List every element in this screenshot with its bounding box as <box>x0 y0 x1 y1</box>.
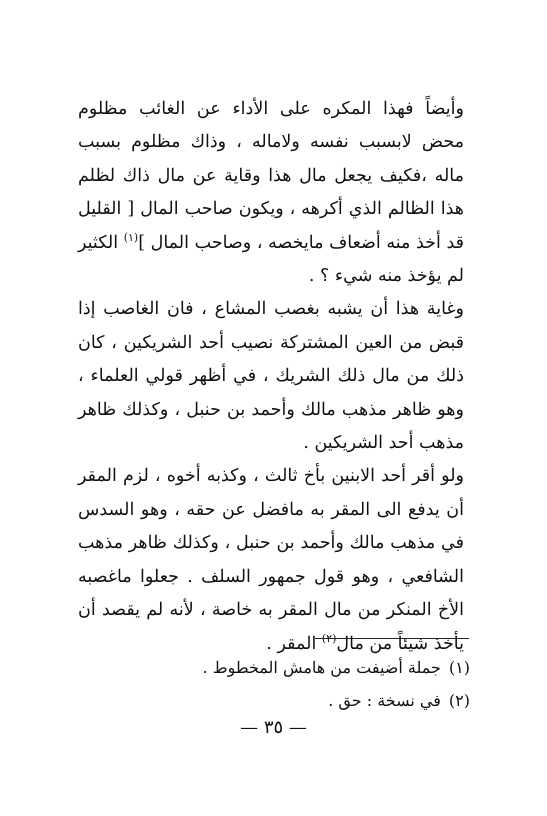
footnotes <box>120 651 470 717</box>
footnote-2 <box>120 684 470 717</box>
footnote-2-marker: (٢) <box>448 691 470 710</box>
footnote-1-text: جملة أضيفت من هامش المخطوط . <box>202 658 441 677</box>
paragraph-2: وغاية هذا أن يشبه بغصب المشاع ، فان الغاصب إذا قبض من العين المشتركة نصيب أحد الشريكين ، كان ذلك من مال ذلك الشريك ، في أظهر قولي العلماء ، وهو ظاهر مذهب مالك وأحمد بن حنبل ، وكذلك ظاهر مذهب أحد الشريكين . <box>78 299 464 454</box>
main-text <box>78 93 492 661</box>
footnote-ref-2: (٢) <box>321 631 337 645</box>
paragraph-3-text-end: المقر . <box>266 633 322 654</box>
footnote-ref-1: (١) <box>123 230 139 244</box>
footnote-1 <box>120 651 470 684</box>
footnote-1-marker: (١) <box>448 658 470 677</box>
paragraph-1 <box>78 93 492 293</box>
paragraph-1-text-end: الكثير لم يؤخذ منه شيء ؟ . <box>78 232 464 287</box>
paragraph-3-text: ولو أقر أحد الابنين بأخ ثالث ، وكذبه أخوه ، لزم المقر أن يدفع الى المقر به مافضل عن حقه ، وهو السدس في مذهب مالك وأحمد بن حنبل ، وكذلك ظاهر مذهب الشافعي ، وهو قول جمهور السلف . جعلوا ماغصبه الأخ المنكر من مال المقر به خاصة ، لأنه لم يقصد أن يأخذ شيئاً من مال <box>78 466 464 654</box>
paragraph-3 <box>78 460 492 660</box>
footnote-2-text: في نسخة : حق . <box>328 691 441 710</box>
paragraph-1-text: وأيضاً فهذا المكره على الأداء عن الغائب مظلوم محض لابسبب نفسه ولاماله ، وذاك مظلوم بسبب ماله ،فكيف يجعل مال هذا وقاية عن مال ذاك لظلم هذا الظالم الذي أكرهه ، ويكون صاحب المال [ القليل قد أخذ منه أضعاف مايخصه ، وصاحب المال ] <box>78 99 464 253</box>
footnote-separator <box>315 638 469 639</box>
page-number: — ٣٥ — <box>240 717 307 738</box>
